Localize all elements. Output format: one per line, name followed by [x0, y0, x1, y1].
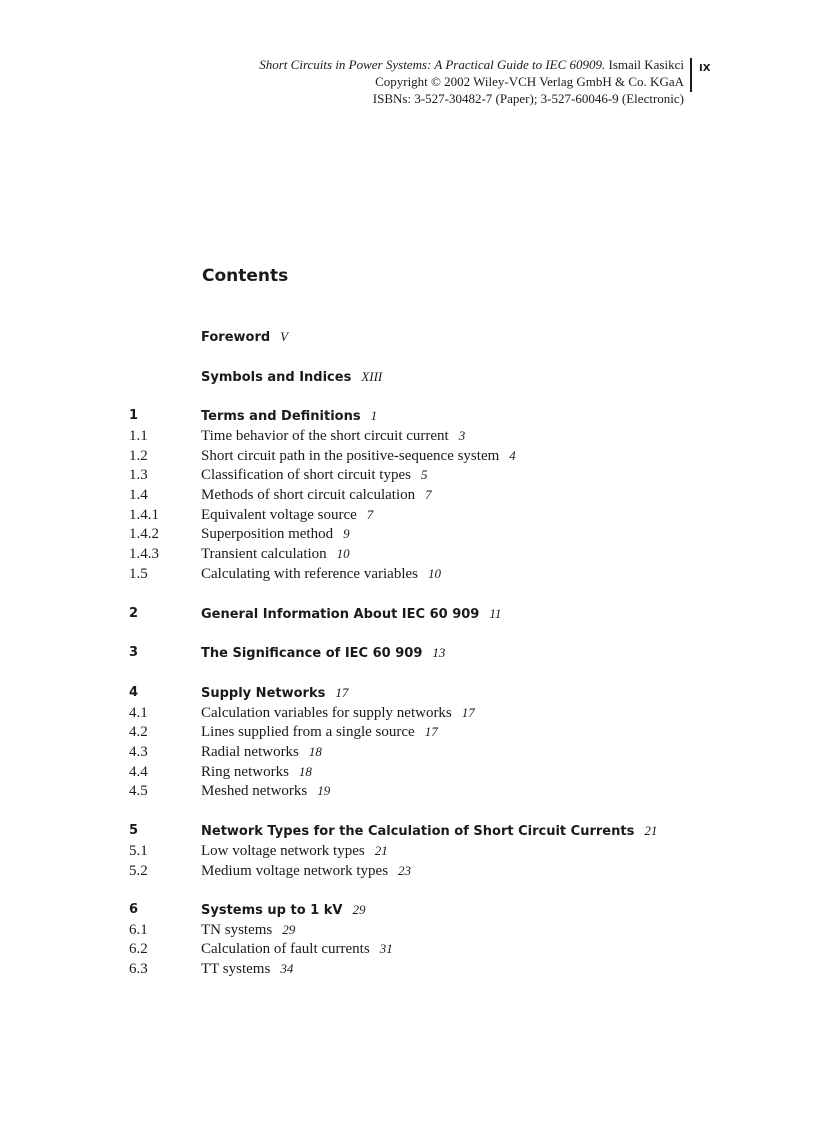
toc-entry-page: XIII — [361, 369, 383, 384]
toc-entry-number: 2 — [129, 606, 139, 621]
toc-entry-text — [201, 920, 295, 940]
book-author: Ismail Kasikci — [605, 57, 684, 72]
toc-entry-label: Terms and Definitions — [201, 409, 361, 424]
toc-entry-text — [201, 959, 293, 979]
toc-entry-page: V — [280, 329, 289, 344]
toc-entry-label: Network Types for the Calculation of Short Circuit Currents — [201, 824, 635, 839]
copyright-line: Copyright © 2002 Wiley-VCH Verlag GmbH & Co. KGaA — [375, 74, 684, 89]
toc-entry-page: 7 — [425, 487, 432, 502]
toc-entry-number: 5.1 — [129, 843, 148, 859]
toc-entry-page: 17 — [335, 685, 349, 700]
toc-entry-label: Ring networks — [201, 764, 289, 780]
toc-entry-page: 19 — [317, 783, 331, 798]
toc-entry-label: TT systems — [201, 961, 271, 977]
toc-entry-page: 21 — [644, 823, 658, 838]
toc-entry-label: Transient calculation — [201, 546, 327, 562]
toc-entry-number: 1.5 — [129, 566, 148, 582]
toc-entry-label: Low voltage network types — [201, 843, 365, 859]
toc-entry-number: 1.4 — [129, 487, 148, 503]
toc-entry-label: Calculating with reference variables — [201, 566, 418, 582]
toc-entry-page: 17 — [424, 724, 438, 739]
toc-entry-text — [201, 742, 322, 762]
toc-entry-number: 3 — [129, 645, 139, 660]
toc-entry-text — [201, 762, 312, 782]
toc-entry-text — [201, 900, 365, 921]
toc-entry-page: 9 — [343, 526, 350, 541]
toc-entry-page: 23 — [398, 863, 412, 878]
toc-entry-number: 5 — [129, 823, 139, 838]
toc-entry-label: Short circuit path in the positive-sequence system — [201, 448, 500, 464]
toc-entry-number: 6 — [129, 902, 139, 917]
toc-entry-page: 18 — [298, 764, 312, 779]
toc-entry-label: Time behavior of the short circuit current — [201, 428, 449, 444]
toc-entry-number: 1 — [129, 408, 139, 423]
toc-entry-label: TN systems — [201, 922, 273, 938]
toc-entry-text — [201, 841, 388, 861]
toc-entry-number: 4.3 — [129, 744, 148, 760]
toc-entry-page: 18 — [308, 744, 322, 759]
toc-entry-number: 6.3 — [129, 961, 148, 977]
toc-entry-number: 5.2 — [129, 863, 148, 879]
toc-entry-text — [201, 781, 330, 801]
contents-title: Contents — [202, 266, 289, 286]
toc-entry-text — [201, 683, 348, 704]
toc-entry-text — [201, 327, 288, 348]
toc-entry-label: Radial networks — [201, 744, 299, 760]
toc-entry-label: Systems up to 1 kV — [201, 903, 343, 918]
toc-entry-label: Superposition method — [201, 526, 334, 542]
toc-entry-number: 6.2 — [129, 941, 148, 957]
toc-entry-text — [201, 939, 393, 959]
toc-entry-text — [201, 426, 465, 446]
toc-entry-number: 4.4 — [129, 764, 148, 780]
toc-entry-number: 1.1 — [129, 428, 148, 444]
toc-entry-number: 1.2 — [129, 448, 148, 464]
toc-entry-label: Foreword — [201, 330, 271, 345]
toc-entry-number: 1.4.3 — [129, 546, 159, 562]
toc-entry-text — [201, 505, 373, 525]
toc-entry-label: Equivalent voltage source — [201, 507, 357, 523]
isbn-line: ISBNs: 3-527-30482-7 (Paper); 3-527-60046-9 (Electronic) — [372, 91, 684, 106]
book-citation — [259, 56, 684, 73]
toc-entry-page: 31 — [379, 941, 393, 956]
toc-entry-text — [201, 485, 432, 505]
toc-entry-number: 4.1 — [129, 705, 148, 721]
toc-entry-number: 1.3 — [129, 467, 148, 483]
toc-entry-number: 6.1 — [129, 922, 148, 938]
book-title: Short Circuits in Power Systems: A Practical Guide to IEC 60909. — [259, 57, 606, 72]
toc-entry-label: Supply Networks — [201, 686, 326, 701]
toc-entry-page: 4 — [509, 448, 516, 463]
page-number-divider — [690, 58, 692, 92]
toc-entry-label: Lines supplied from a single source — [201, 724, 415, 740]
toc-entry-page: 29 — [352, 902, 366, 917]
toc-entry-label: Medium voltage network types — [201, 863, 389, 879]
toc-entry-text — [201, 604, 501, 625]
toc-entry-page: 13 — [432, 645, 446, 660]
toc-entry-text — [201, 367, 382, 388]
toc-entry-label: Calculation variables for supply networks — [201, 705, 452, 721]
toc-entry-number: 1.4.2 — [129, 526, 159, 542]
toc-entry-text — [201, 564, 441, 584]
toc-entry-label: Meshed networks — [201, 783, 308, 799]
toc-entry-label: Symbols and Indices — [201, 370, 352, 385]
toc-entry-page: 1 — [370, 408, 378, 423]
toc-entry-number: 4 — [129, 685, 139, 700]
toc-entry-page: 34 — [280, 961, 294, 976]
toc-entry-text — [201, 544, 350, 564]
toc-entry-text — [201, 524, 350, 544]
toc-entry-text — [201, 643, 445, 664]
toc-entry-label: The Significance of IEC 60 909 — [201, 646, 423, 661]
toc-entry-page: 29 — [282, 922, 296, 937]
toc-entry-text — [201, 446, 516, 466]
toc-entry-page: 7 — [366, 507, 374, 522]
toc-entry-page: 3 — [458, 428, 466, 443]
toc-entry-page: 10 — [336, 546, 350, 561]
toc-entry-label: Calculation of fault currents — [201, 941, 370, 957]
toc-entry-text — [201, 821, 657, 842]
running-header — [259, 56, 684, 107]
toc-entry-label: Methods of short circuit calculation — [201, 487, 416, 503]
toc-entry-page: 21 — [374, 843, 388, 858]
toc-entry-page: 17 — [461, 705, 475, 720]
toc-entry-page: 5 — [420, 467, 428, 482]
toc-entry-number: 4.5 — [129, 783, 148, 799]
toc-entry-text — [201, 465, 427, 485]
toc-entry-text — [201, 703, 475, 723]
toc-entry-label: Classification of short circuit types — [201, 467, 411, 483]
toc-entry-page: 11 — [489, 606, 502, 621]
toc-entry-label: General Information About IEC 60 909 — [201, 607, 480, 622]
toc-entry-text — [201, 861, 411, 881]
page-number: IX — [699, 63, 711, 74]
toc-entry-page: 10 — [427, 566, 441, 581]
toc-entry-number: 4.2 — [129, 724, 148, 740]
toc-entry-text — [201, 406, 377, 427]
toc-entry-text — [201, 722, 438, 742]
toc-entry-number: 1.4.1 — [129, 507, 159, 523]
